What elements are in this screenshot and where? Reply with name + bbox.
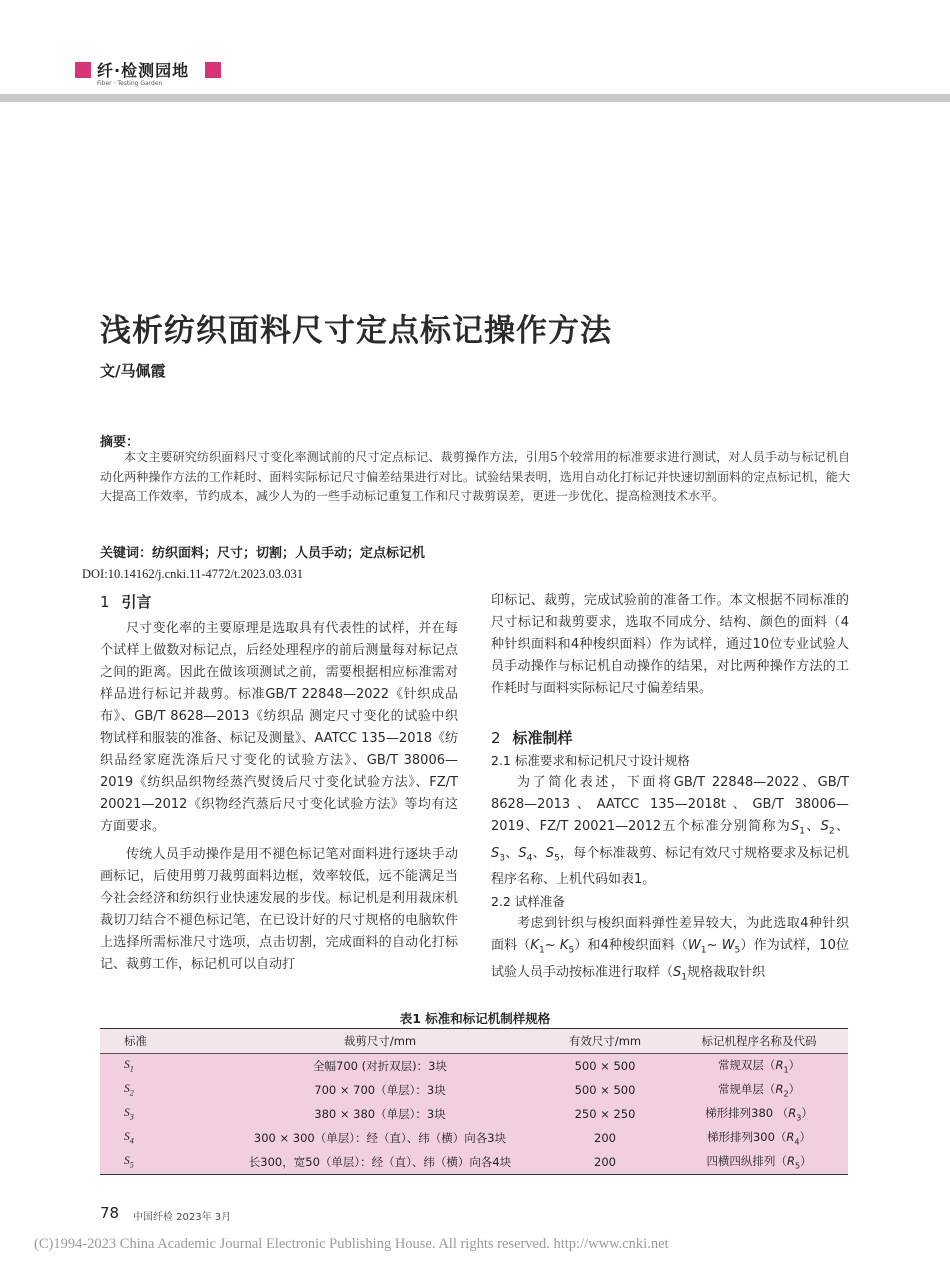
program-cell: 常规双层$(R_1)$ xyxy=(717,1058,801,1075)
article-title: 浅析纺织面料尺寸定点标记操作方法 xyxy=(100,313,612,349)
table-caption: 表1 标准和标记机制样规格 xyxy=(399,1011,551,1026)
std-cell: $S_4$ xyxy=(124,1130,134,1146)
table-header-cell: 有效尺寸/mm xyxy=(568,1034,642,1048)
table-row xyxy=(100,1102,848,1126)
spec-table xyxy=(100,1028,848,1175)
header-divider-bar xyxy=(0,94,950,102)
article-author: 文/马佩霞 xyxy=(100,362,166,380)
column-subtitle: Fiber · Testing Garden xyxy=(97,80,163,87)
header-accent-square xyxy=(75,62,91,78)
program-cell: 四横四纵排列$(R_5)$ xyxy=(706,1154,812,1171)
cut-size-cell: 全幅700 (对折双层)：3块 xyxy=(313,1059,447,1073)
table-header-cell: 裁剪尺寸/mm xyxy=(343,1034,417,1048)
std-cell: $S_2$ xyxy=(124,1082,134,1098)
journal-source: 中国纤检 2023年 3月 xyxy=(133,1212,232,1223)
paragraph: 考虑到针织与梭织面料弹性差异较大，为此选取4种针织面料（$K_1\sim$ $K_5$）和4种梭织面料（$W_1\sim$ $W_5$）作为试样，10位试验人员手动按标准进行取样（$S_1$规格裁取针织 xyxy=(491,916,849,983)
abstract-text: 本文主要研究纺织面料尺寸变化率测试前的尺寸定点标记、裁剪操作方法，引用5个较常用的标准要求进行测试，对人员手动与标记机自动化两种操作方法的工作耗时、面料实际标记尺寸偏差结果进行对比。试验结果表明，选用自动化打标记并快速切割面料的定点标记机，能大大提高工作效率，节约成本，减少人为的一些手动标记重复工作和尺寸裁剪误差，更进一步优化、提高检测技术水平。 xyxy=(100,450,850,503)
std-cell: $S_5$ xyxy=(124,1154,134,1170)
paragraph: 印标记、裁剪，完成试验前的准备工作。本文根据不同标准的尺寸标记和裁剪要求，选取不同成分、结构、颜色的面料（4种针织面料和4种梭织面料）作为试样，通过10位专业试验人员手动操作与标记机自动操作的结果，对比两种操作方法的工作耗时与面料实际标记尺寸偏差结果。 xyxy=(491,593,849,696)
section-number: 2 xyxy=(491,729,501,747)
paragraph: 为了简化表述，下面将GB/T 22848—2022、GB/T 8628—2013、AATCC 135—2018t、GB/T 38006—2019、FZ/T 20021—2012五个标准分别简称为$S_1$、$S_2$、$S_3$、$S_4$、$S_5$，每个标准裁剪、标记有效尺寸规格要求及标记机程序名称、上机代码如表1。 xyxy=(491,775,849,888)
section-title: 引言 xyxy=(121,593,152,611)
effective-size-cell: 500 × 500 xyxy=(574,1083,636,1097)
program-cell: 常规单层$(R_2)$ xyxy=(717,1082,801,1099)
cut-size-cell: 300 × 300（单层）：经（直）、纬（横）向各3块 xyxy=(253,1131,507,1145)
section-number: 1 xyxy=(100,593,110,611)
program-cell: 梯形排列$300(R_4)$ xyxy=(706,1130,812,1147)
keywords: 关键词：纺织面料；尺寸；切割；人员手动；定点标记机 xyxy=(100,546,426,561)
effective-size-cell: 200 xyxy=(594,1131,616,1145)
paragraph: 尺寸变化率的主要原理是选取具有代表性的试样，并在每个试样上做数对标记点，后经处理程序的前后测量每对标记点之间的距离。因此在做该项测试之前，需要根据相应标准需对样品进行标记并裁剪。标准GB/T 22848—2022《针织成品布》、GB/T 8628—2013《纺织品 测定尺寸变化的试验中织物试样和服装的准备、标记及测量》、AATCC 135—2018《纺织品经家庭洗涤后尺寸变化的试验方法》、GB/T 38006—2019《纺织品织物经蒸汽熨烫后尺寸变化试验方法》、FZ/T 20021—2012《织物经汽蒸后尺寸变化试验方法》等均有这方面要求。 xyxy=(100,621,459,834)
page-number: 78 xyxy=(100,1204,120,1222)
copyright-notice: (C)1994-2023 China Academic Journal Electronic Publishing House. All rights reserved. http://www.cnki.net xyxy=(34,1236,669,1252)
effective-size-cell: 500 × 500 xyxy=(574,1059,636,1073)
table-header-cell: 标记机程序名称及代码 xyxy=(701,1034,817,1048)
cut-size-cell: 长300，宽50（单层）：经（直）、纬（横）向各4块 xyxy=(248,1155,512,1169)
cut-size-cell: 700 × 700（单层）：3块 xyxy=(314,1083,446,1097)
table-row xyxy=(100,1078,848,1102)
left-column xyxy=(100,590,458,976)
table-row xyxy=(100,1150,848,1175)
table-header-cell: 标准 xyxy=(124,1034,147,1048)
header-accent-square-end xyxy=(205,62,221,78)
subsection-heading: 2.1 标准要求和标记机尺寸设计规格 xyxy=(491,753,690,768)
program-cell: 梯形排列380 $(R_3)$ xyxy=(705,1106,813,1123)
paragraph: 传统人员手动操作是用不褪色标记笔对面料进行逐块手动画标记，后使用剪刀裁剪面料边框，效率较低，远不能满足当今社会经济和纺织行业快速发展的步伐。标记机是利用裁床机裁切刀结合不褪色标记笔，在已设计好的尺寸规格的电脑软件上选择所需标准尺寸选项，点击切割，完成面料的自动化打标记、裁剪工作，标记机可以自动打 xyxy=(100,847,458,972)
table-row xyxy=(100,1054,848,1079)
effective-size-cell: 250 × 250 xyxy=(574,1107,636,1121)
std-cell: $S_1$ xyxy=(124,1058,134,1074)
section-title: 标准制样 xyxy=(512,729,573,747)
right-column xyxy=(491,590,849,988)
doi: DOI:10.14162/j.cnki.11-4772/t.2023.03.031 xyxy=(82,567,304,581)
table-header-row xyxy=(100,1029,848,1054)
section-heading-2 xyxy=(491,726,849,750)
effective-size-cell: 200 xyxy=(594,1155,616,1169)
subsection-heading: 2.2 试样准备 xyxy=(491,894,565,910)
abstract-label: 摘要： xyxy=(100,435,140,450)
section-heading-1 xyxy=(100,590,458,614)
column-title: 纤·检测园地 xyxy=(97,61,190,80)
cut-size-cell: 380 × 380（单层）：3块 xyxy=(314,1107,446,1121)
std-cell: $S_3$ xyxy=(124,1106,134,1122)
table-row xyxy=(100,1126,848,1150)
